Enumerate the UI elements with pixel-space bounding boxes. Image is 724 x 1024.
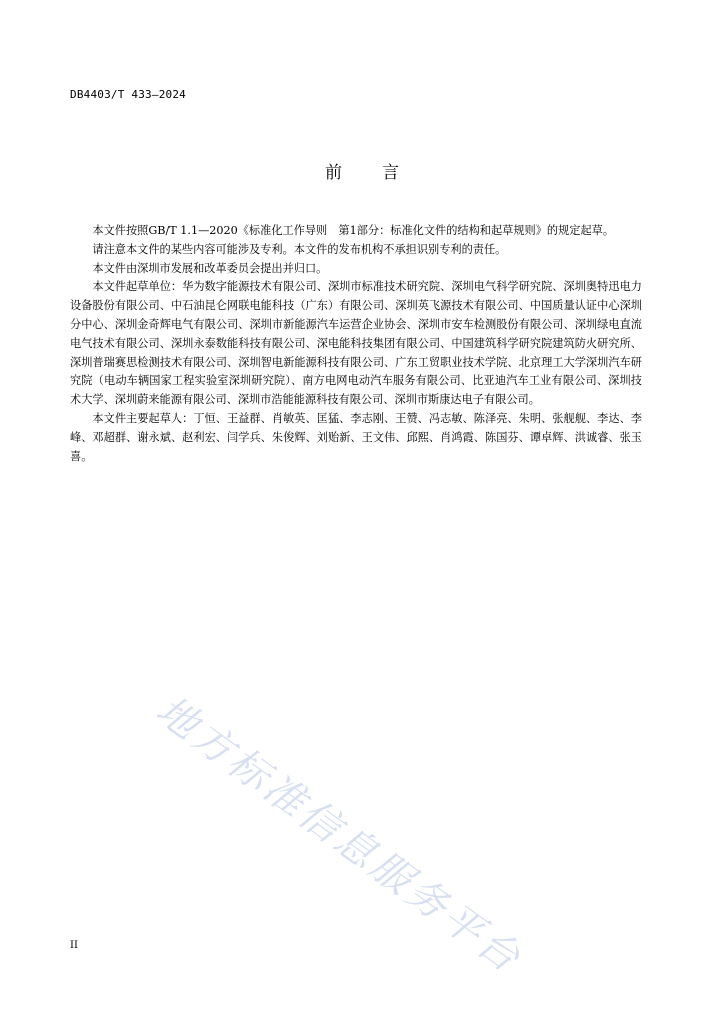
paragraph-drafters: 本文件主要起草人：丁恒、王益群、肖敏英、匡猛、李志刚、王赞、冯志敏、陈泽亮、朱明、张舰舰、李达、李峰、邓超群、谢永斌、赵利宏、闫学兵、朱俊辉、刘贻新、王文伟、邱熙、肖鸿霞、陈国芬、谭卓辉、洪诚睿、张玉喜。 xyxy=(70,411,642,463)
page-title: 前言 xyxy=(325,163,439,183)
paragraph-proposer: 本文件由深圳市发展和改革委员会提出并归口。 xyxy=(92,261,328,275)
paragraph-patent-notice: 请注意本文件的某些内容可能涉及专利。本文件的发布机构不承担识别专利的责任。 xyxy=(92,242,507,256)
page-number: II xyxy=(70,940,78,951)
paragraph-drafting-rules: 本文件按照GB/T 1.1—2020《标准化工作导则 第1部分：标准化文件的结构和起草规则》的规定起草。 xyxy=(92,224,615,237)
document-code: DB4403/T 433—2024 xyxy=(70,88,186,101)
watermark: 地方标准信息服务平台 xyxy=(147,687,531,984)
paragraph-drafting-units: 本文件起草单位：华为数字能源技术有限公司、深圳市标准技术研究院、深圳电气科学研究院、深圳奥特迅电力设备股份有限公司、中石油昆仑网联电能科技（广东）有限公司、深圳英飞源技术有限公司、中国质量认证中心深圳分中心、深圳金奇辉电气有限公司、深圳市新能源汽车运营企业协会、深圳市安车检测股份有限公司、深圳绿电直流电气技术有限公司、深圳永泰数能科技有限公司、深电能科技集团有限公司、中国建筑科学研究院建筑防火研究所、深圳普瑞赛思检测技术有限公司、深圳智电新能源科技有限公司、广东工贸职业技术学院、北京理工大学深圳汽车研究院（电动车辆国家工程实验室深圳研究院）、南方电网电动汽车服务有限公司、比亚迪汽车工业有限公司、深圳技术大学、深圳蔚来能源有限公司、深圳市浩能能源科技有限公司、深圳市斯康达电子有限公司。 xyxy=(70,280,642,407)
foreword-body xyxy=(70,222,642,466)
